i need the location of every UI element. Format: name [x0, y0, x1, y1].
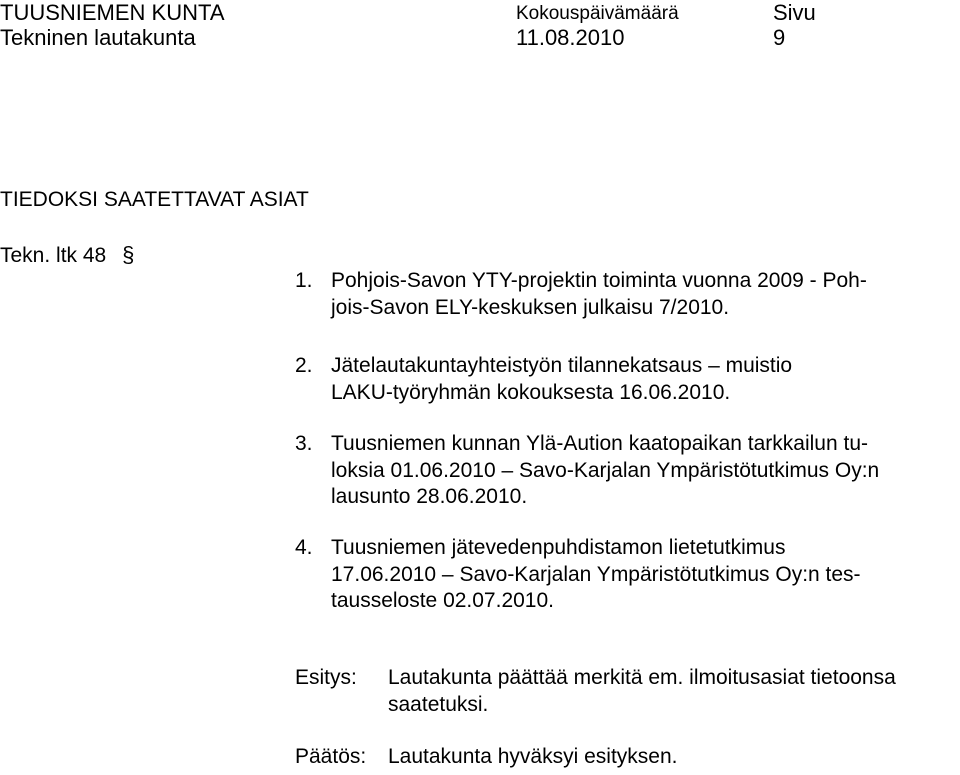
item-line: Tuusniemen kunnan Ylä-Aution kaatopaikan tarkkailun tu-	[331, 432, 868, 455]
section-symbol: §	[122, 242, 135, 267]
item-line: 17.06.2010 – Savo-Karjalan Ympäristötutkimus Oy:n tes-	[331, 562, 861, 586]
board-name: Tekninen lautakunta	[0, 25, 196, 50]
item-line: tausseloste 02.07.2010.	[331, 589, 555, 612]
meeting-date: 11.08.2010	[516, 25, 625, 50]
item-number: 2.	[295, 354, 313, 377]
meeting-date-label: Kokouspäivämäärä	[516, 3, 679, 24]
page-number: 9	[773, 25, 786, 50]
proposal-line: saatetuksi.	[388, 692, 489, 716]
proposal-text	[388, 665, 896, 718]
decision-label: Päätös:	[295, 745, 367, 768]
list-item	[331, 431, 879, 511]
item-number: 1.	[295, 269, 313, 292]
list-item	[331, 535, 861, 615]
item-line: loksia 01.06.2010 – Savo-Karjalan Ympäristötutkimus Oy:n	[331, 458, 880, 482]
section-title: TIEDOKSI SAATETTAVAT ASIAT	[0, 188, 309, 211]
item-number: 3.	[295, 432, 313, 455]
proposal-line: Lautakunta päättää merkitä em. ilmoitusasiat tietoonsa	[388, 666, 896, 689]
item-line: Jätelautakuntayhteistyön tilannekatsaus – muistio	[331, 354, 793, 377]
case-ref-text: Tekn. ltk 48	[0, 244, 107, 267]
list-item	[331, 268, 867, 321]
item-line: Pohjois-Savon YTY-projektin toiminta vuonna 2009 - Poh-	[331, 269, 867, 292]
page-label: Sivu	[773, 0, 816, 25]
item-line: lausunto 28.06.2010.	[331, 485, 528, 508]
item-line: jois-Savon ELY-keskuksen julkaisu 7/2010.	[331, 295, 730, 319]
municipality-name: TUUSNIEMEN KUNTA	[0, 0, 225, 25]
item-line: Tuusniemen jätevedenpuhdistamon lietetutkimus	[331, 536, 786, 559]
list-item	[331, 353, 792, 406]
decision-text: Lautakunta hyväksyi esityksen.	[388, 745, 678, 768]
item-number: 4.	[295, 536, 313, 559]
case-reference	[0, 242, 134, 269]
proposal-label: Esitys:	[295, 666, 357, 689]
item-line: LAKU-työryhmän kokouksesta 16.06.2010.	[331, 380, 731, 404]
